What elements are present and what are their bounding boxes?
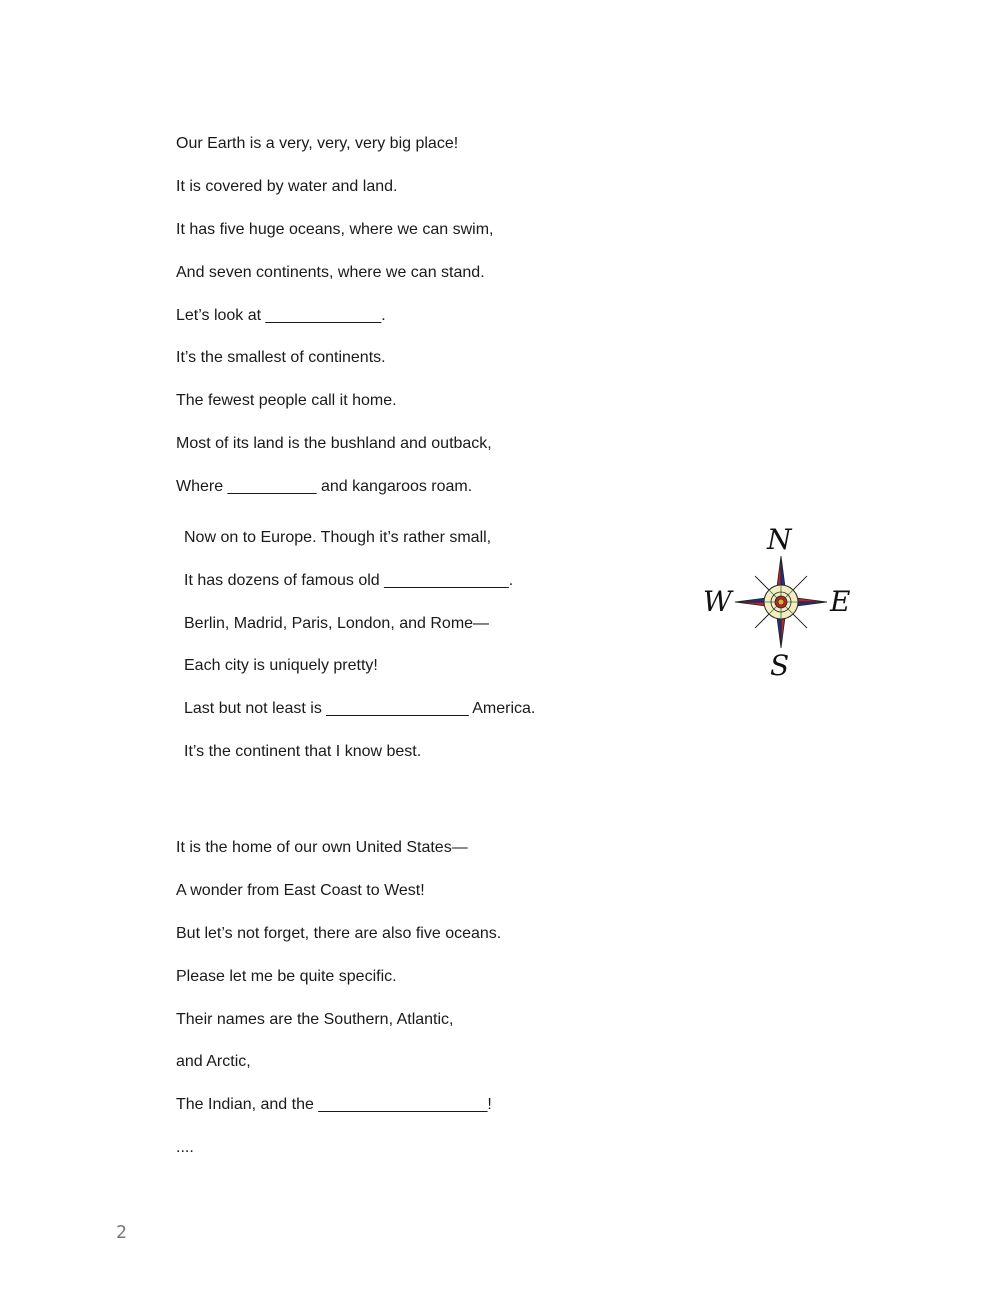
poem-line: It has five huge oceans, where we can swim, [176,220,494,238]
poem-line: Their names are the Southern, Atlantic, [176,1010,454,1028]
poem-line: Please let me be quite specific. [176,967,397,985]
compass-west-label: W [703,585,732,618]
poem-line: Now on to Europe. Though it’s rather small, [184,529,492,546]
compass-east-label: E [830,585,851,618]
poem-line-blank-continent: Let’s look at _____________. [176,306,386,324]
poem-line: and Arctic, [176,1053,251,1071]
poem-line: It’s the smallest of continents. [176,349,386,367]
compass-south-label: S [770,649,790,682]
poem-line-ellipsis: .... [176,1139,194,1157]
poem-line-blank-animal: Where __________ and kangaroos roam. [176,478,473,496]
poem-line: Each city is uniquely pretty! [184,657,378,675]
poem-line: But let’s not forget, there are also five oceans. [176,924,502,942]
compass-north-label: N [767,523,792,556]
poem-line-blank-cities: It has dozens of famous old ______________. [184,571,514,589]
poem-line: It is covered by water and land. [176,177,398,195]
poem-line: Berlin, Madrid, Paris, London, and Rome— [184,614,490,632]
stanza-1 [176,134,494,520]
page-number: 2 [116,1222,127,1243]
poem-line: And seven continents, where we can stand. [176,263,485,281]
poem-line: It is the home of our own United States— [176,839,468,856]
poem-line-blank-ocean: The Indian, and the ___________________! [176,1096,492,1114]
stanza-2 [184,528,535,785]
poem-line: The fewest people call it home. [176,392,397,410]
stanza-3 [176,838,501,1181]
poem-line: It’s the continent that I know best. [184,742,422,760]
poem-line: Our Earth is a very, very, very big place! [176,135,459,152]
poem-line: Most of its land is the bushland and outback, [176,435,492,453]
compass-rose [690,520,860,680]
poem-line-blank-america: Last but not least is ________________ America. [184,700,536,718]
poem-line: A wonder from East Coast to West! [176,881,425,899]
